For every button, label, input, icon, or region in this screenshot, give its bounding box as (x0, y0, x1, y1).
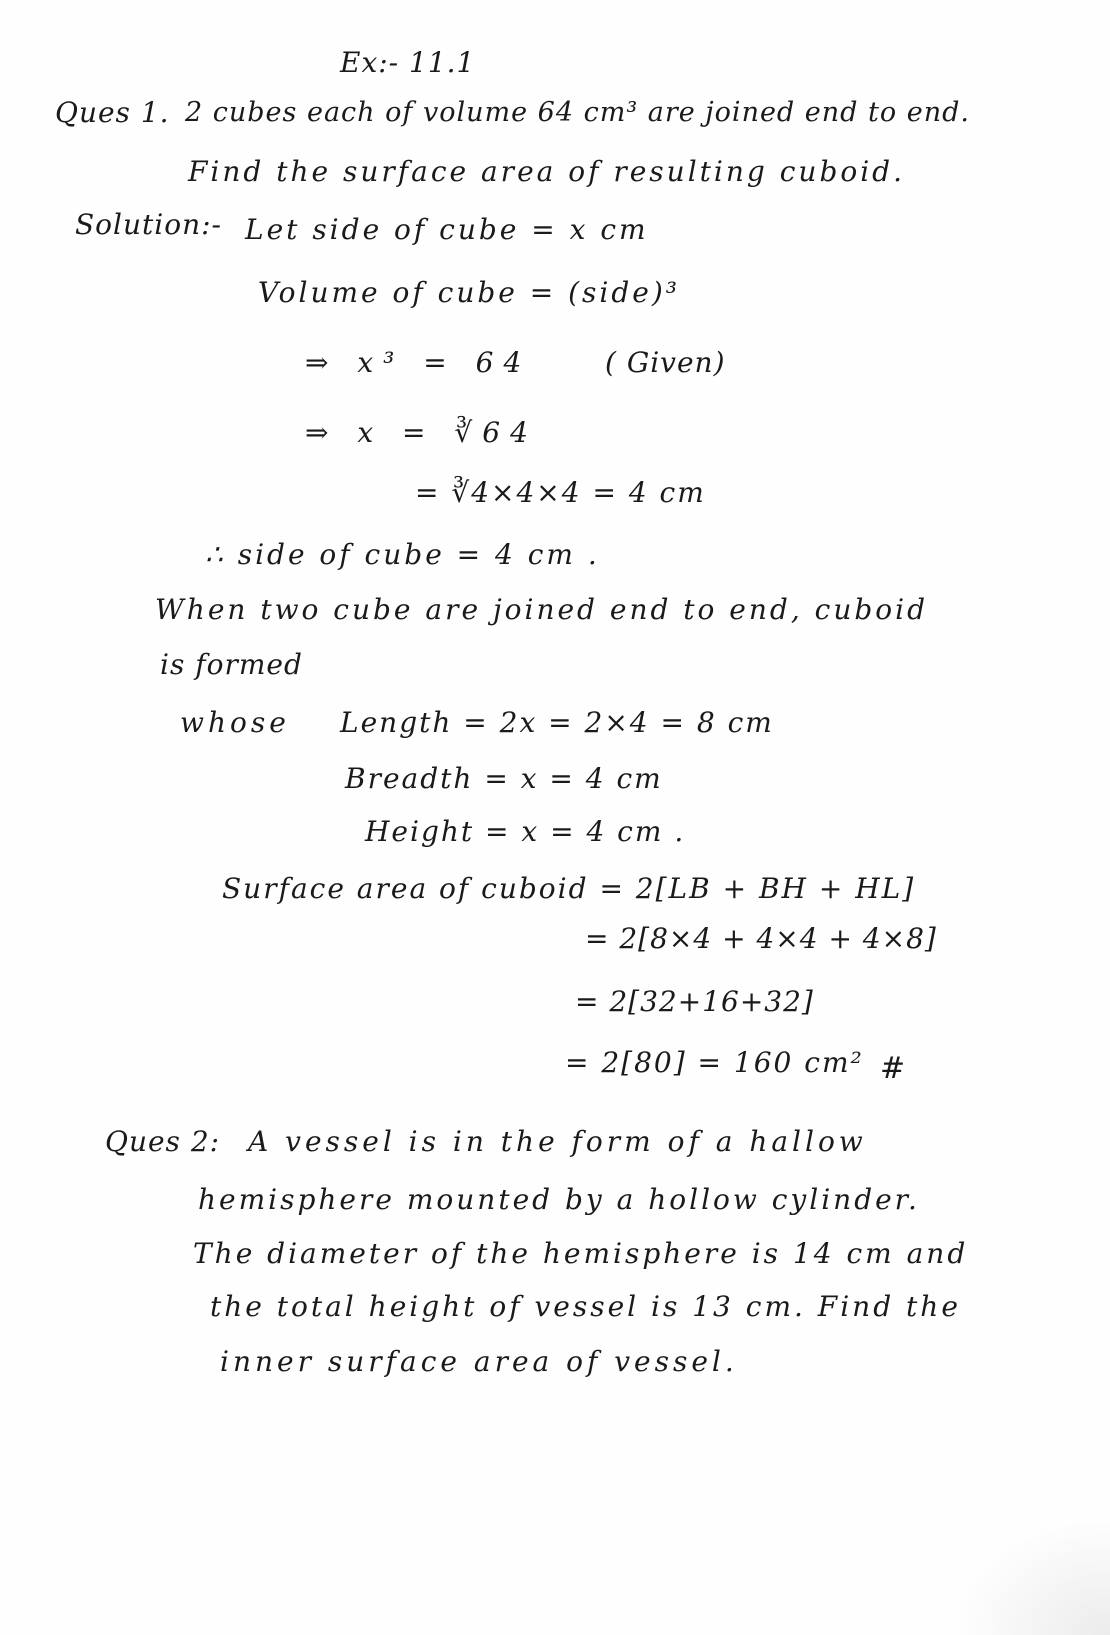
solution-step-side-result: ∴ side of cube = 4 cm . (205, 538, 600, 571)
question-2-line-1: A vessel is in the form of a hallow (248, 1125, 867, 1158)
surface-area-substitution: = 2[8×4 + 4×4 + 4×8] (585, 922, 937, 955)
solution-step-cuboid-formed-cont: is formed (160, 648, 303, 681)
cuboid-height: Height = x = 4 cm . (365, 815, 686, 848)
cuboid-length: Length = 2x = 2×4 = 8 cm (340, 706, 774, 739)
solution-step-cuboid-formed: When two cube are joined end to end, cuboid (155, 593, 929, 626)
solution-step-let-side: Let side of cube = x cm (245, 213, 649, 246)
solution-step-root-expansion: = ∛4×4×4 = 4 cm (415, 476, 706, 509)
question-2-line-4: the total height of vessel is 13 cm. Find the (210, 1290, 961, 1323)
given-note: ( Given) (605, 346, 726, 379)
solution-label: Solution:- (75, 208, 223, 241)
solution-step-cube-root: ⇒ x = ∛64 (305, 416, 538, 449)
question-1-line-2: Find the surface area of resulting cuboid. (188, 155, 906, 188)
paper-shadow (950, 1515, 1110, 1635)
question-1-line-1: 2 cubes each of volume 64 cm³ are joined end to end. (185, 97, 970, 128)
surface-area-products: = 2[32+16+32] (575, 985, 814, 1018)
question-1-label: Ques 1. (55, 96, 170, 129)
surface-area-formula: Surface area of cuboid = 2[LB + BH + HL] (222, 872, 916, 905)
surface-area-result: = 2[80] = 160 cm² (565, 1046, 864, 1079)
solution-step-volume-formula: Volume of cube = (side)³ (258, 276, 680, 309)
whose-label: whose (180, 706, 290, 739)
answer-end-mark: # (880, 1051, 907, 1086)
solution-step-x-cubed: ⇒ x³ = 64 (305, 346, 532, 379)
question-2-line-2: hemisphere mounted by a hollow cylinder. (198, 1183, 920, 1216)
cuboid-breadth: Breadth = x = 4 cm (345, 762, 663, 795)
exercise-heading: Ex:- 11.1 (340, 46, 476, 79)
question-2-line-3: The diameter of the hemisphere is 14 cm and (193, 1237, 969, 1270)
question-2-label: Ques 2: (105, 1125, 221, 1158)
question-2-line-5: inner surface area of vessel. (220, 1345, 738, 1378)
